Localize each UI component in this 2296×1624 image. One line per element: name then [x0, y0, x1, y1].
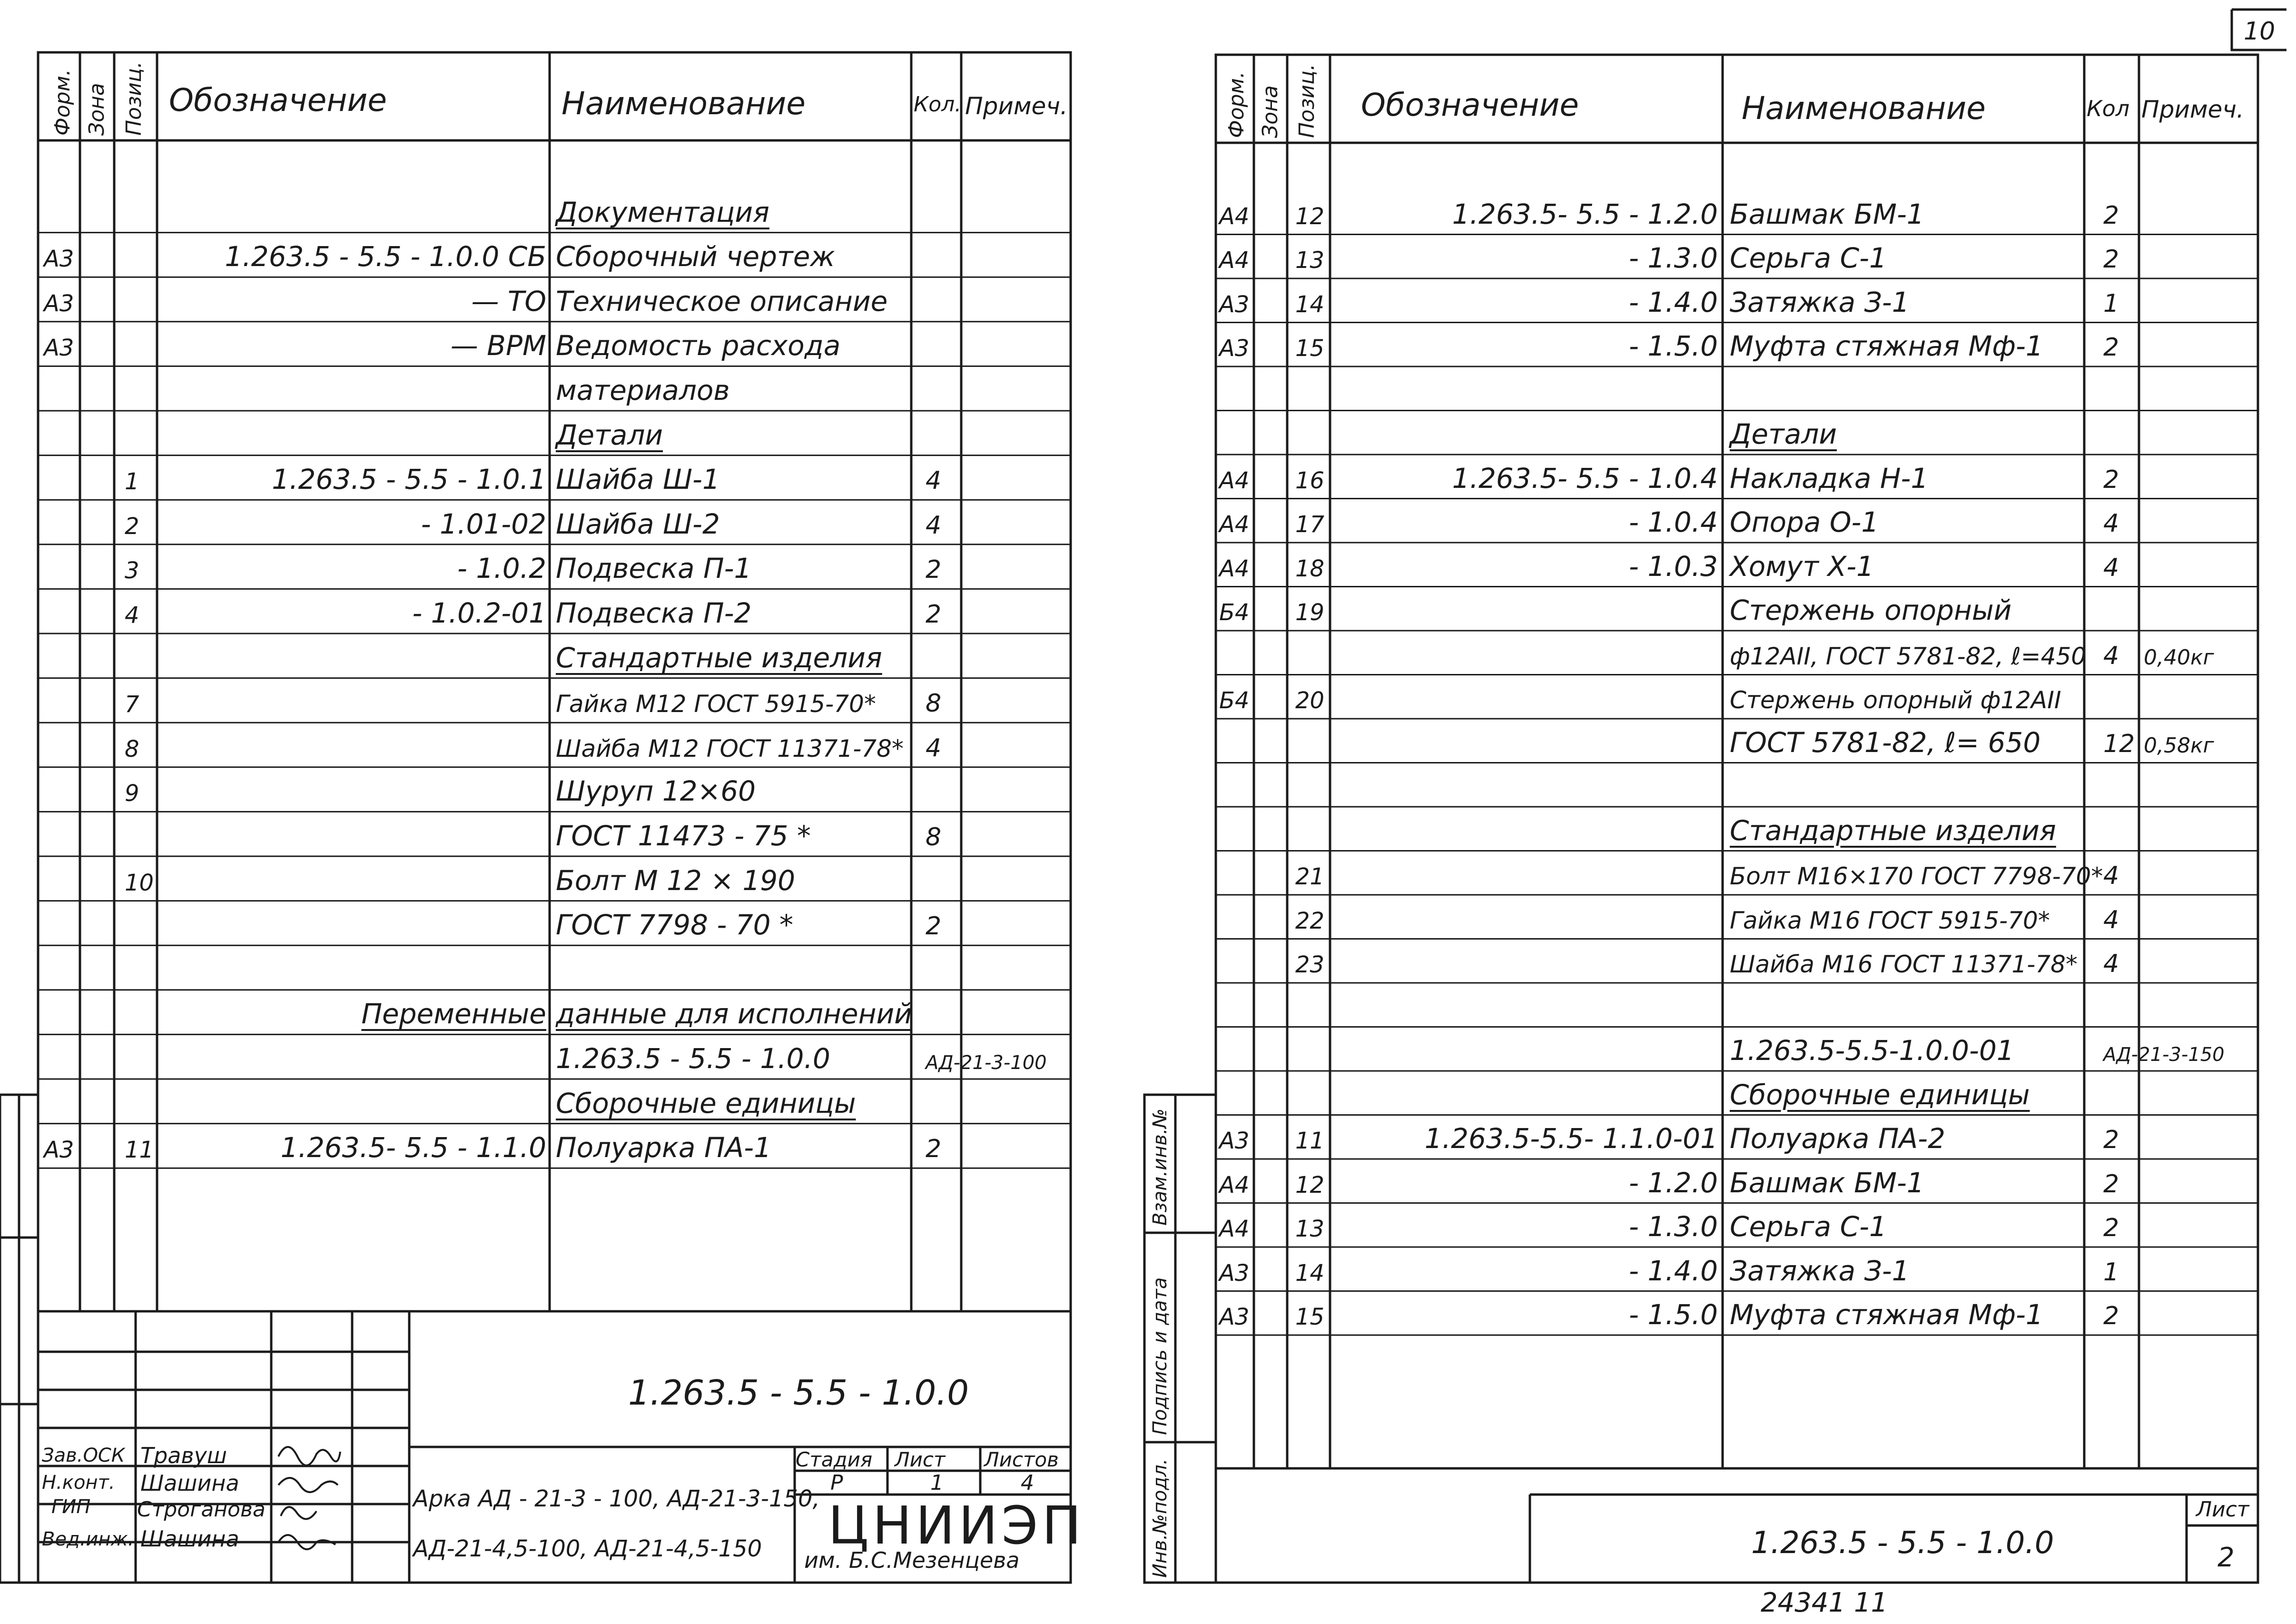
name-3: Шашина — [140, 1526, 239, 1552]
left-header-zone: Зона — [85, 83, 109, 136]
row-quantity: АД-21-3-100 — [926, 1052, 1047, 1074]
stage-value: Р — [830, 1471, 843, 1495]
row-designation: — ТО — [471, 285, 546, 317]
row-format: Б4 — [1219, 599, 1250, 626]
left-header-designation: Обозначение — [169, 82, 387, 119]
org-name: ЦНИИЭП — [828, 1495, 1085, 1556]
row-position: 19 — [1295, 599, 1325, 626]
role-2: ГИП — [51, 1496, 91, 1518]
row-quantity: 8 — [926, 823, 942, 852]
row-quantity: АД-21-3-150 — [2103, 1044, 2225, 1066]
row-name: Гайка М16 ГОСТ 5915-70* — [1730, 906, 2050, 934]
row-designation: - 1.5.0 — [1629, 1298, 1718, 1331]
row-name: Шайба М12 ГОСТ 11371-78* — [556, 734, 904, 762]
right-header-pos: Позиц. — [1295, 64, 1319, 138]
row-name: Документация — [556, 196, 769, 228]
sheet-label: Лист — [895, 1448, 946, 1471]
row-quantity: 2 — [2103, 1214, 2119, 1242]
left-header-pos: Позиц. — [122, 61, 146, 136]
row-designation: - 1.01-02 — [421, 507, 546, 540]
left-header-note: Примеч. — [965, 92, 1068, 120]
right-sheet-label: Лист — [2196, 1497, 2249, 1522]
row-format: А3 — [1219, 1128, 1250, 1154]
row-position: 11 — [125, 1137, 154, 1164]
row-designation: - 1.0.4 — [1629, 506, 1718, 538]
row-designation: 1.263.5 - 5.5 - 1.0.1 — [272, 463, 546, 496]
row-quantity: 2 — [2103, 465, 2119, 494]
row-note: 0,40кг — [2144, 645, 2214, 670]
row-position: 12 — [1295, 203, 1325, 230]
left-header-name: Наименование — [562, 85, 806, 122]
right-sheet-value: 2 — [2217, 1542, 2235, 1573]
row-name: ГОСТ 11473 - 75 * — [556, 820, 811, 852]
row-quantity: 4 — [2103, 553, 2119, 582]
row-format: А4 — [1219, 555, 1250, 582]
row-name: Башмак БМ-1 — [1730, 198, 1924, 230]
row-format: А4 — [1219, 467, 1250, 494]
row-position: 9 — [125, 780, 139, 807]
row-name: Гайка М12 ГОСТ 5915-70* — [556, 690, 876, 718]
right-header-qty: Кол — [2087, 96, 2130, 121]
sheets-value: 4 — [1021, 1471, 1034, 1495]
row-name: Затяжка З-1 — [1730, 286, 1910, 318]
row-name: Стандартные изделия — [556, 641, 882, 674]
row-quantity: 2 — [2103, 1302, 2119, 1330]
row-name: Муфта стяжная Мф-1 — [1730, 330, 2043, 362]
row-name: Полуарка ПА-2 — [1730, 1122, 1945, 1155]
row-format: А4 — [1219, 247, 1250, 274]
title-line-2: АД-21-4,5-100, АД-21-4,5-150 — [413, 1535, 762, 1562]
row-designation: - 1.0.2 — [457, 552, 546, 585]
row-format: А3 — [1219, 1304, 1250, 1330]
row-position: 21 — [1295, 863, 1325, 890]
row-quantity: 4 — [926, 466, 942, 495]
name-2: Строганова — [137, 1497, 266, 1522]
row-name: Шайба Ш-1 — [556, 463, 720, 496]
row-name: 1.263.5-5.5-1.0.0-01 — [1730, 1034, 2014, 1067]
row-designation: - 1.3.0 — [1629, 1210, 1718, 1243]
row-designation: Переменные — [361, 998, 546, 1030]
row-quantity: 2 — [926, 912, 942, 941]
row-name: Подвеска П-1 — [556, 552, 752, 585]
row-quantity: 4 — [2103, 862, 2119, 890]
row-position: 13 — [1295, 247, 1325, 274]
row-name: Серьга С-1 — [1730, 1210, 1887, 1243]
side-label-inventory: Инв.№подл. — [1149, 1458, 1171, 1578]
row-format: А4 — [1219, 203, 1250, 230]
row-quantity: 8 — [926, 689, 942, 718]
row-position: 16 — [1295, 467, 1325, 494]
row-designation: - 1.0.2-01 — [412, 597, 546, 629]
row-quantity: 2 — [926, 555, 942, 584]
row-name: Сборочные единицы — [556, 1087, 856, 1119]
row-designation: - 1.2.0 — [1629, 1166, 1718, 1199]
row-name: ГОСТ 5781-82, ℓ= 650 — [1730, 726, 2041, 759]
right-header-format: Форм. — [1224, 71, 1249, 138]
row-quantity: 4 — [926, 511, 942, 540]
row-designation: - 1.0.3 — [1629, 550, 1718, 583]
sheet-value: 1 — [930, 1471, 944, 1495]
row-position: 17 — [1295, 511, 1325, 538]
row-quantity: 2 — [2103, 1126, 2119, 1154]
row-name: данные для исполнений — [556, 998, 912, 1030]
row-format: А3 — [1219, 291, 1250, 318]
role-1: Н.конт. — [42, 1472, 115, 1494]
row-quantity: 2 — [2103, 201, 2119, 230]
row-quantity: 2 — [2103, 1169, 2119, 1198]
row-name: Затяжка З-1 — [1730, 1254, 1910, 1287]
row-name: Стандартные изделия — [1730, 814, 2056, 847]
row-quantity: 2 — [926, 600, 942, 629]
side-label-replace: Взам.инв.№ — [1149, 1108, 1171, 1226]
row-designation: - 1.3.0 — [1629, 242, 1718, 274]
row-position: 11 — [1295, 1128, 1325, 1154]
row-quantity: 1 — [2103, 1258, 2119, 1287]
row-position: 10 — [125, 869, 154, 896]
row-format: А3 — [1219, 335, 1250, 362]
row-format: А4 — [1219, 1171, 1250, 1198]
row-position: 18 — [1295, 555, 1325, 582]
org-sub: им. Б.С.Мезенцева — [804, 1547, 1020, 1573]
row-name: Болт М 12 × 190 — [556, 864, 796, 897]
row-quantity: 4 — [926, 733, 942, 762]
row-name: ГОСТ 7798 - 70 * — [556, 909, 793, 941]
row-quantity: 12 — [2103, 729, 2135, 758]
row-position: 8 — [125, 735, 139, 762]
row-quantity: 1 — [2103, 289, 2119, 318]
row-position: 20 — [1295, 687, 1325, 714]
row-format: Б4 — [1219, 687, 1250, 714]
side-label-signature: Подпись и дата — [1149, 1277, 1171, 1435]
row-quantity: 4 — [2103, 950, 2119, 978]
row-position: 23 — [1295, 951, 1325, 978]
row-format: А3 — [44, 290, 74, 317]
row-designation: - 1.4.0 — [1629, 1254, 1718, 1287]
row-designation: 1.263.5-5.5- 1.1.0-01 — [1424, 1122, 1718, 1155]
row-name: Серьга С-1 — [1730, 242, 1887, 274]
row-name: Шайба Ш-2 — [556, 507, 720, 540]
right-header-designation: Обозначение — [1361, 87, 1579, 123]
inventory-note: 24341 11 — [1761, 1587, 1888, 1618]
row-quantity: 2 — [926, 1135, 942, 1164]
row-quantity: 2 — [2103, 333, 2119, 362]
title-line-1: Арка АД - 21-3 - 100, АД-21-3-150, — [413, 1485, 820, 1512]
row-note: 0,58кг — [2144, 733, 2214, 758]
row-quantity: 4 — [2103, 905, 2119, 934]
role-3: Вед.инж. — [42, 1528, 134, 1550]
sheet-number: 10 — [2244, 17, 2276, 46]
row-name: Башмак БМ-1 — [1730, 1166, 1924, 1199]
row-position: 4 — [125, 602, 139, 629]
row-designation: - 1.4.0 — [1629, 286, 1718, 318]
left-doc-number: 1.263.5 - 5.5 - 1.0.0 — [628, 1373, 969, 1413]
right-header-name: Наименование — [1742, 90, 1986, 127]
row-quantity: 4 — [2103, 509, 2119, 538]
row-name: Шайба М16 ГОСТ 11371-78* — [1730, 951, 2078, 978]
row-designation: 1.263.5- 5.5 - 1.2.0 — [1452, 198, 1718, 230]
row-position: 1 — [125, 468, 139, 495]
row-name: Стержень опорный ф12АII — [1730, 686, 2061, 714]
signatures — [274, 1437, 350, 1561]
row-designation: 1.263.5- 5.5 - 1.0.4 — [1452, 462, 1718, 495]
row-name: Полуарка ПА-1 — [556, 1131, 771, 1164]
row-position: 22 — [1295, 907, 1325, 934]
row-designation: 1.263.5 - 5.5 - 1.0.0 СБ — [225, 240, 546, 273]
row-position: 15 — [1295, 335, 1325, 362]
row-designation: — ВРМ — [450, 329, 546, 362]
row-position: 14 — [1295, 291, 1325, 318]
row-name: Стержень опорный — [1730, 594, 2012, 626]
row-name: Хомут Х-1 — [1730, 550, 1874, 583]
row-position: 7 — [125, 691, 139, 718]
row-position: 2 — [125, 513, 139, 540]
row-quantity: 2 — [2103, 245, 2119, 274]
row-name: материалов — [556, 374, 730, 406]
row-position: 14 — [1295, 1259, 1325, 1287]
row-position: 13 — [1295, 1216, 1325, 1242]
row-designation: - 1.5.0 — [1629, 330, 1718, 362]
name-1: Шашина — [140, 1470, 239, 1496]
row-position: 15 — [1295, 1304, 1325, 1330]
left-header-format: Форм. — [50, 69, 75, 136]
row-format: А4 — [1219, 1216, 1250, 1242]
row-name: ф12АII, ГОСТ 5781-82, ℓ=450 — [1730, 642, 2087, 670]
row-name: 1.263.5 - 5.5 - 1.0.0 — [556, 1042, 830, 1075]
row-name: Техническое описание — [556, 285, 888, 317]
left-header-qty: Кол. — [914, 92, 962, 117]
row-format: А3 — [44, 1137, 74, 1164]
row-name: Ведомость расхода — [556, 329, 841, 362]
row-name: Детали — [556, 418, 663, 451]
row-name: Муфта стяжная Мф-1 — [1730, 1298, 2043, 1331]
row-format: А3 — [44, 246, 74, 273]
role-0: Зав.ОСК — [42, 1445, 125, 1466]
row-position: 12 — [1295, 1171, 1325, 1198]
row-format: А3 — [1219, 1259, 1250, 1287]
row-name: Подвеска П-2 — [556, 597, 752, 629]
row-name: Накладка Н-1 — [1730, 462, 1929, 495]
row-name: Сборочные единицы — [1730, 1078, 2030, 1111]
row-name: Болт М16×170 ГОСТ 7798-70* — [1730, 862, 2103, 890]
row-name: Детали — [1730, 418, 1837, 450]
row-designation: 1.263.5- 5.5 - 1.1.0 — [280, 1131, 546, 1164]
row-quantity: 4 — [2103, 641, 2119, 670]
row-name: Шуруп 12×60 — [556, 775, 756, 808]
row-name: Опора О-1 — [1730, 506, 1879, 538]
name-0: Травуш — [140, 1443, 227, 1468]
right-doc-number: 1.263.5 - 5.5 - 1.0.0 — [1751, 1525, 2054, 1561]
row-name: Сборочный чертеж — [556, 240, 835, 273]
row-format: А4 — [1219, 511, 1250, 538]
right-header-note: Примеч. — [2141, 96, 2244, 123]
right-header-zone: Зона — [1258, 85, 1282, 138]
row-position: 3 — [125, 557, 139, 584]
row-format: А3 — [44, 335, 74, 362]
sheets-label: Листов — [984, 1448, 1059, 1471]
stage-label: Стадия — [796, 1448, 873, 1471]
